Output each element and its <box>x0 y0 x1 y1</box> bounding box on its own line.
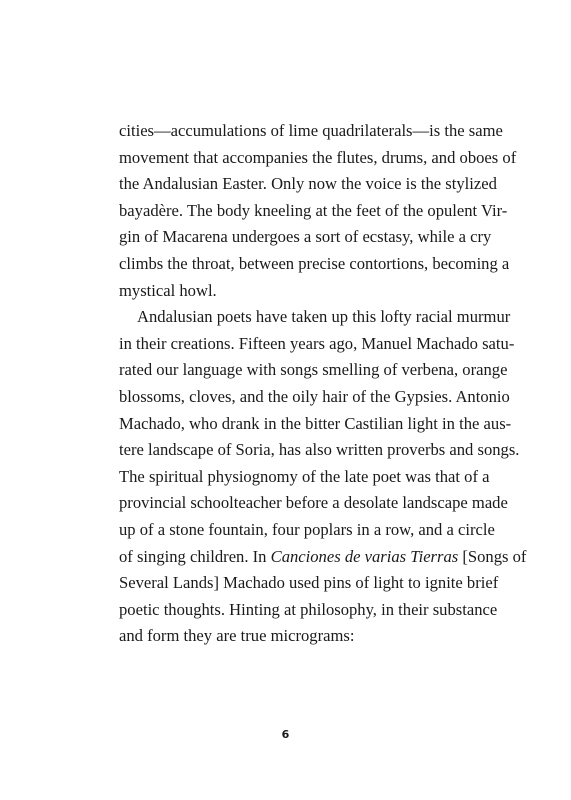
page-number: 6 <box>281 728 290 741</box>
text-line: climbs the throat, between precise contortions, becoming a <box>119 253 510 273</box>
text-line: and form they are true micrograms: <box>119 626 355 646</box>
text-line: movement that accompanies the flutes, drums, and oboes of <box>119 147 517 167</box>
text-line: mystical howl. <box>119 280 217 300</box>
text-line: poetic thoughts. Hinting at philosophy, in their substance <box>119 599 498 619</box>
body-text <box>119 118 527 650</box>
text-line: Machado, who drank in the bitter Castilian light in the aus- <box>119 413 512 433</box>
text-line: Andalusian poets have taken up this lofty racial murmur <box>137 307 511 327</box>
text-line: Several Lands] Machado used pins of light to ignite brief <box>119 573 499 593</box>
text-line: gin of Macarena undergoes a sort of ecstasy, while a cry <box>119 227 492 247</box>
paragraph-2 <box>119 304 527 650</box>
text-line: The spiritual physiognomy of the late poet was that of a <box>119 466 490 486</box>
text-line: provincial schoolteacher before a desolate landscape made <box>119 493 508 513</box>
text-line: up of a stone fountain, four poplars in a row, and a circle <box>119 519 495 539</box>
text-line: rated our language with songs smelling of verbena, orange <box>119 360 508 380</box>
text-line: bayadère. The body kneeling at the feet of the opulent Vir- <box>119 200 508 220</box>
paragraph-1 <box>119 118 517 304</box>
text-line: in their creations. Fifteen years ago, Manuel Machado satu- <box>119 333 515 353</box>
text-line: tere landscape of Soria, has also written proverbs and songs. <box>119 440 520 460</box>
text-segment: of singing children. In <box>119 546 271 566</box>
book-title-italic: Canciones de varias Tierras <box>270 546 459 566</box>
text-line: the Andalusian Easter. Only now the voice is the stylized <box>119 174 497 194</box>
text-line: cities—accumulations of lime quadrilaterals—is the same <box>119 121 503 140</box>
text-segment: [Songs of <box>458 546 527 566</box>
text-line-with-title <box>119 544 527 571</box>
text-line: blossoms, cloves, and the oily hair of the Gypsies. Antonio <box>119 386 510 406</box>
